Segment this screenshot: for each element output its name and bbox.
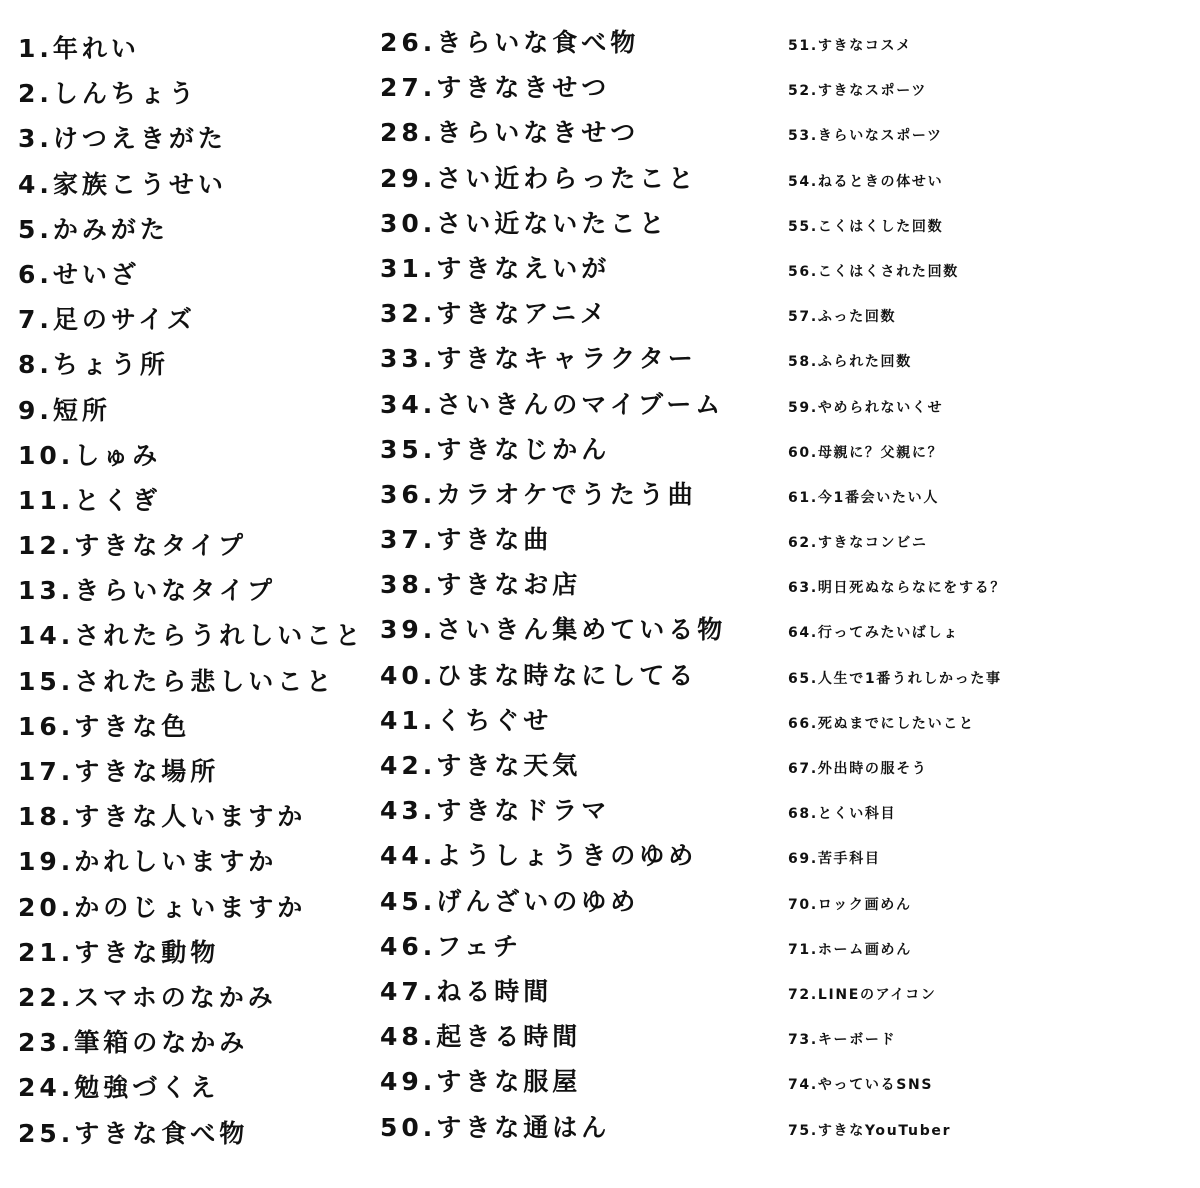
- question-item: 46.フェチ: [380, 931, 523, 961]
- question-column-1: [18, 26, 378, 1156]
- question-item: 26.きらいな食べ物: [380, 28, 640, 57]
- question-item: 60.母親に？父親に？: [788, 444, 944, 461]
- question-item: 41.くちぐせ: [380, 705, 553, 735]
- question-item: 27.すきなきせつ: [380, 73, 611, 103]
- question-item: 4.家族こうせい: [18, 169, 227, 199]
- question-item: 59.やめられないくせ: [788, 399, 944, 416]
- question-item: 67.外出時の服そう: [788, 761, 928, 777]
- question-item: 34.さいきんのマイブーム: [380, 389, 725, 419]
- question-item: 3.けつえきがた: [18, 124, 227, 154]
- question-item: 39.さいきん集めている物: [380, 615, 727, 645]
- question-item: 12.すきなタイプ: [18, 531, 248, 561]
- question-item: 36.カラオケでうたう曲: [380, 479, 697, 509]
- question-item: 70.ロック画めん: [788, 896, 912, 913]
- question-item: 71.ホーム画めん: [788, 941, 912, 958]
- question-item: 37.すきな曲: [380, 525, 553, 555]
- question-item: 40.ひまな時なにしてる: [380, 660, 698, 690]
- question-item: 9.短所: [18, 395, 111, 425]
- question-item: 22.スマホのなかみ: [18, 982, 277, 1012]
- question-item: 69.苦手科目: [788, 851, 881, 868]
- question-item: 16.すきな色: [18, 711, 191, 741]
- question-item: 44.ようしょうきのゆめ: [380, 841, 698, 871]
- question-item: 63.明日死ぬならなにをする？: [788, 580, 1006, 597]
- question-item: 1.年れい: [18, 34, 140, 63]
- question-item: 31.すきなえいが: [380, 253, 611, 283]
- question-column-2: [380, 20, 780, 1150]
- question-item: 2.しんちょう: [18, 79, 198, 109]
- question-item: 13.きらいなタイプ: [18, 576, 277, 606]
- question-item: 73.キーボード: [788, 1032, 897, 1049]
- question-item: 52.すきなスポーツ: [788, 83, 928, 100]
- question-item: 7.足のサイズ: [18, 305, 196, 335]
- question-item: 5.かみがた: [18, 214, 169, 244]
- question-item: 64.行ってみたいばしょ: [788, 625, 959, 642]
- question-item: 43.すきなドラマ: [380, 796, 611, 826]
- question-column-3: [788, 24, 1198, 1154]
- question-item: 24.勉強づくえ: [18, 1073, 220, 1103]
- question-item: 17.すきな場所: [18, 757, 220, 786]
- question-item: 65.人生で1番うれしかった事: [788, 670, 1002, 687]
- question-item: 18.すきな人いますか: [18, 802, 307, 832]
- question-item: 11.とくぎ: [18, 485, 162, 515]
- question-item: 53.きらいなスポーツ: [788, 128, 943, 145]
- question-item: 57.ふった回数: [788, 309, 897, 326]
- question-item: 72.LINEのアイコン: [788, 986, 937, 1003]
- question-item: 21.すきな動物: [18, 937, 220, 967]
- question-item: 8.ちょう所: [18, 350, 169, 380]
- question-item: 47.ねる時間: [380, 976, 553, 1006]
- question-item: 19.かれしいますか: [18, 847, 278, 877]
- question-item: 35.すきなじかん: [380, 434, 611, 464]
- question-item: 56.こくはくされた回数: [788, 263, 959, 280]
- question-item: 45.げんざいのゆめ: [380, 886, 640, 916]
- question-item: 50.すきな通はん: [380, 1112, 611, 1142]
- question-item: 29.さい近わらったこと: [380, 163, 698, 193]
- question-item: 14.されたらうれしいこと: [18, 621, 365, 651]
- question-item: 61.今1番会いたい人: [788, 489, 940, 506]
- question-item: 23.筆箱のなかみ: [18, 1028, 249, 1058]
- question-item: 6.せいざ: [18, 259, 140, 289]
- question-item: 48.起きる時間: [380, 1022, 582, 1052]
- question-item: 30.さい近ないたこと: [380, 208, 669, 238]
- question-item: 15.されたら悲しいこと: [18, 666, 336, 696]
- question-item: 38.すきなお店: [380, 570, 582, 600]
- question-item: 20.かのじょいますか: [18, 892, 307, 922]
- question-item: 55.こくはくした回数: [788, 218, 944, 235]
- question-item: 28.きらいなきせつ: [380, 118, 640, 148]
- question-item: 42.すきな天気: [380, 751, 582, 780]
- question-item: 74.やっているSNS: [788, 1077, 934, 1094]
- question-item: 58.ふられた回数: [788, 354, 912, 371]
- question-item: 51.すきなコスメ: [788, 38, 912, 54]
- question-item: 66.死ぬまでにしたいこと: [788, 715, 975, 732]
- question-item: 32.すきなアニメ: [380, 299, 610, 329]
- question-item: 54.ねるときの体せい: [788, 173, 944, 190]
- question-item: 62.すきなコンビニ: [788, 535, 928, 552]
- question-item: 68.とくい科目: [788, 806, 897, 823]
- question-item: 10.しゅみ: [18, 440, 162, 470]
- question-item: 75.すきなYouTuber: [788, 1122, 952, 1139]
- question-item: 33.すきなキャラクター: [380, 344, 697, 374]
- question-item: 49.すきな服屋: [380, 1067, 582, 1097]
- question-item: 25.すきな食べ物: [18, 1118, 249, 1148]
